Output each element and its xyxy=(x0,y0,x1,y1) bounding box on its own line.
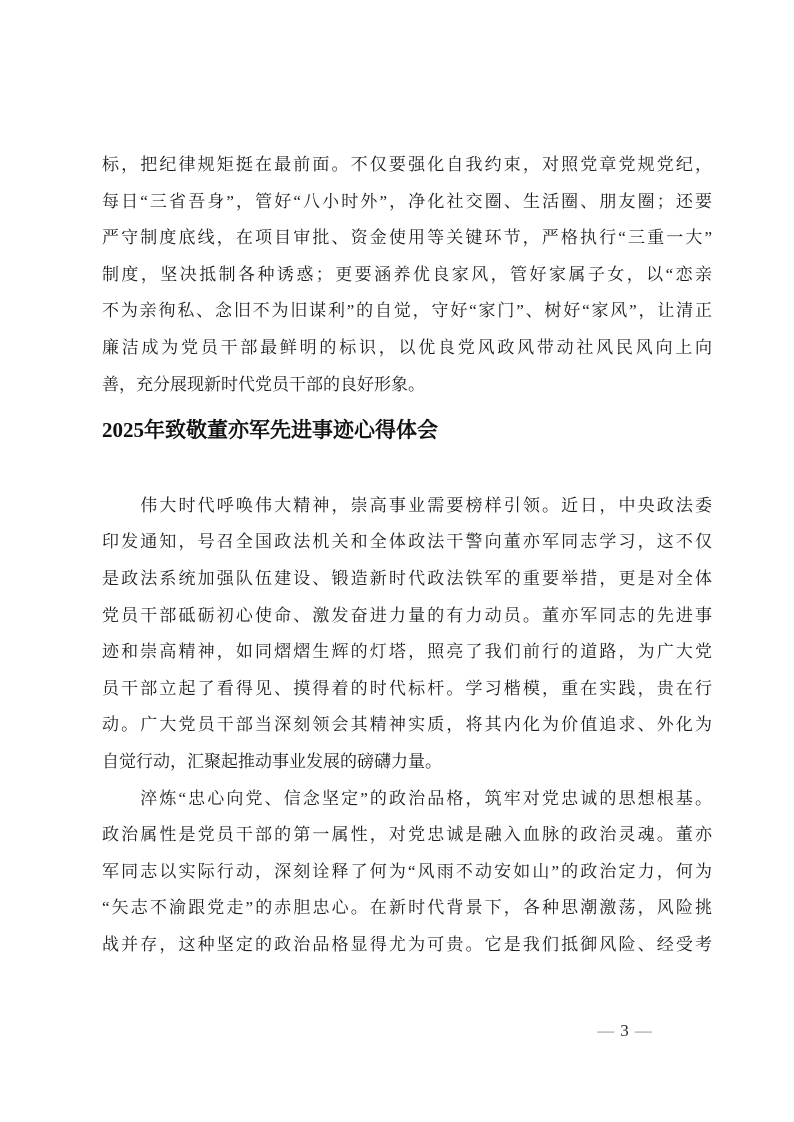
text-line: 淬炼“忠心向党、信念坚定”的政治品格，筑牢对党忠诚的思想根基。 xyxy=(102,788,712,808)
text-line: 员干部立起了看得见、摸得着的时代标杆。学习楷模，重在实践，贵在行 xyxy=(102,678,712,698)
document-body xyxy=(102,147,712,963)
text-line: 是政法系统加强队伍建设、锻造新时代政法铁军的重要举措，更是对全体 xyxy=(102,568,712,588)
text-line: “矢志不渝跟党走”的赤胆忠心。在新时代背景下，各种思潮激荡，风险挑 xyxy=(102,898,712,918)
text-line: 廉洁成为党员干部最鲜明的标识，以优良党风政风带动社风民风向上向 xyxy=(102,337,712,357)
text-line: 不为亲徇私、念旧不为旧谋利”的自觉，守好“家门”、树好“家风”，让清正 xyxy=(102,301,712,321)
page-number-dash-left: — xyxy=(597,1021,616,1040)
text-line: 党员干部砥砺初心使命、激发奋进力量的有力动员。董亦军同志的先进事 xyxy=(102,605,712,625)
text-line: 严守制度底线，在项目审批、资金使用等关键环节，严格执行“三重一大” xyxy=(102,228,712,248)
text-line: 印发通知，号召全国政法机关和全体政法干警向董亦军同志学习，这不仅 xyxy=(102,532,712,552)
text-line: 自觉行动，汇聚起推动事业发展的磅礴力量。 xyxy=(102,751,442,771)
text-line: 每日“三省吾身”，管好“八小时外”，净化社交圈、生活圈、朋友圈；还要 xyxy=(102,191,712,211)
section-heading: 2025年致敬董亦军先进事迹心得体会 xyxy=(102,418,438,443)
text-line: 战并存，这种坚定的政治品格显得尤为可贵。它是我们抵御风险、经受考 xyxy=(102,934,712,954)
paragraph xyxy=(102,147,712,403)
text-line: 善，充分展现新时代党员干部的良好形象。 xyxy=(102,374,425,394)
text-line: 军同志以实际行动，深刻诠释了何为“风雨不动安如山”的政治定力，何为 xyxy=(102,861,712,881)
text-line: 标，把纪律规矩挺在最前面。不仅要强化自我约束，对照党章党规党纪， xyxy=(102,155,712,174)
paragraph xyxy=(102,488,712,781)
text-line: 伟大时代呼唤伟大精神，崇高事业需要榜样引领。近日，中央政法委 xyxy=(102,495,712,515)
text-line: 迹和崇高精神，如同熠熠生辉的灯塔，照亮了我们前行的道路，为广大党 xyxy=(102,642,712,662)
text-line: 动。广大党员干部当深刻领会其精神实质，将其内化为价值追求、外化为 xyxy=(102,715,712,735)
page-number-dash-right: — xyxy=(634,1021,653,1040)
text-line: 政治属性是党员干部的第一属性，对党忠诚是融入血脉的政治灵魂。董亦 xyxy=(102,825,712,845)
text-line: 制度，坚决抵制各种诱惑；更要涵养优良家风，管好家属子女，以“恋亲 xyxy=(102,264,712,284)
paragraph xyxy=(102,781,712,964)
page-number xyxy=(585,1020,665,1042)
page-number-value: 3 xyxy=(620,1021,630,1040)
